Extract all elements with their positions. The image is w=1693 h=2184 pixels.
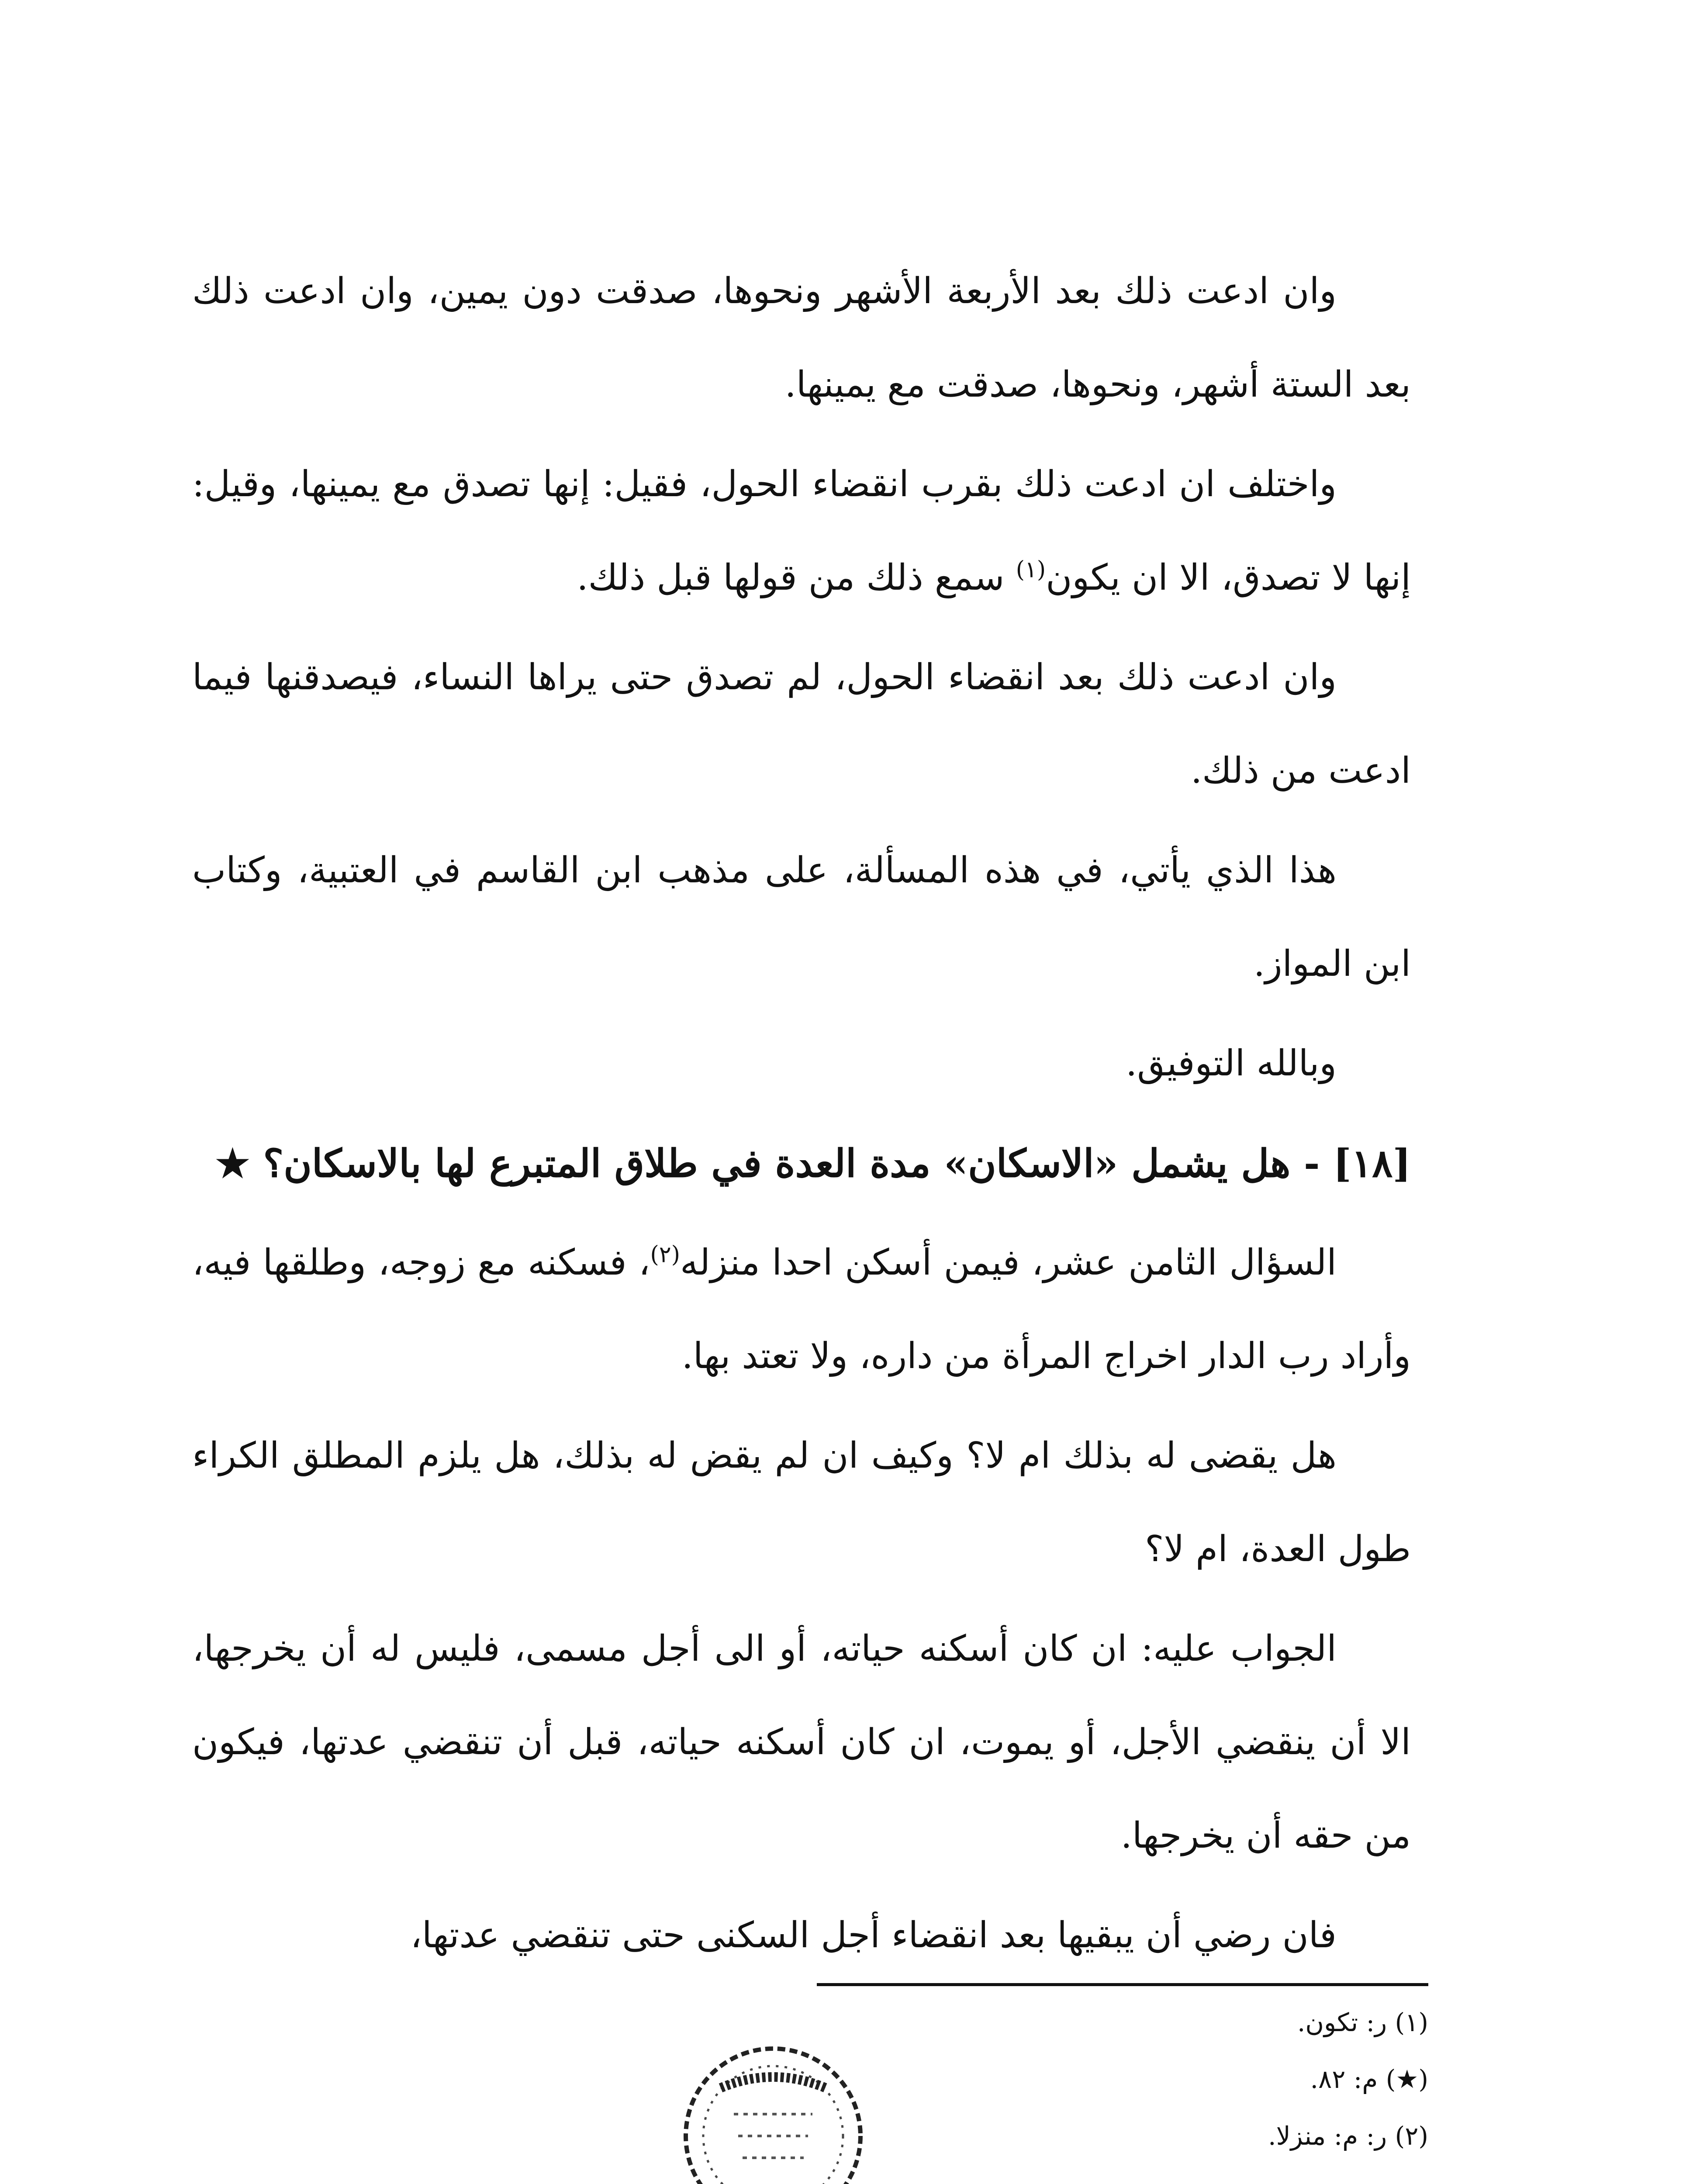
footnote-star: (★) م: ٨٢. [1310, 2064, 1428, 2094]
paragraph-6-part-1: السؤال الثامن عشر، فيمن أسكن احدا منزله [680, 1242, 1337, 1283]
section-title: - هل يشمل «الاسكان» مدة العدة في طلاق المتبرع لها بالاسكان؟ ★ [215, 1140, 1334, 1186]
paragraph-7: هل يقضى له بذلك ام لا؟ وكيف ان لم يقض له بذلك، هل يلزم المطلق الكراء طول العدة، ام لا؟ [192, 1435, 1411, 1570]
paragraph-8: الجواب عليه: ان كان أسكنه حياته، أو الى أجل مسمى، فليس له أن يخرجها، الا أن ينقضي الأجل، أو يموت، ان كان أسكنه حياته، قبل أن تنقضي عدتها، فيكون من حقه أن يخرجها. [192, 1628, 1411, 1856]
paragraph-3: وان ادعت ذلك بعد انقضاء الحول، لم تصدق حتى يراها النساء، فيصدقنها فيما ادعت من ذلك. [192, 657, 1411, 791]
main-text [192, 245, 1411, 1988]
paragraph-9: فان رضي أن يبقيها بعد انقضاء أجل السكنى حتى تنقضي عدتها، [410, 1914, 1337, 1956]
footnote-ref-1: (١) [1016, 556, 1046, 583]
paragraph-6-part-2: ، فسكنه مع زوجه، وطلقها فيه، وأراد رب الدار اخراج المرأة من داره، ولا تعتد بها. [192, 1242, 1411, 1377]
footnote-divider [817, 1983, 1428, 1986]
paragraph-2-part-2: سمع ذلك من قولها قبل ذلك. [577, 557, 1016, 598]
paragraph-2 [192, 438, 1411, 625]
paragraph-2-part-1: واختلف ان ادعت ذلك بقرب انقضاء الحول، فقيل: إنها تصدق مع يمينها، وقيل: إنها لا تصدق، الا ان يكون [192, 463, 1411, 598]
section-number: [١٨] [1333, 1140, 1411, 1186]
section-heading [192, 1116, 1411, 1210]
footnotes [817, 1996, 1428, 2167]
paragraph-6 [192, 1216, 1411, 1403]
paragraph-4: هذا الذي يأتي، في هذه المسألة، على مذهب ابن القاسم في العتبية، وكتاب ابن المواز. [192, 850, 1411, 985]
footnote-2: (٢) ر: م: منزلا. [1268, 2121, 1428, 2151]
paragraph-5: وبالله التوفيق. [1126, 1043, 1337, 1084]
footnote-ref-2: (٢) [650, 1241, 681, 1268]
footnote-1: (١) ر: تكون. [1297, 2008, 1428, 2037]
paragraph-1: وان ادعت ذلك بعد الأربعة الأشهر ونحوها، صدقت دون يمين، وان ادعت ذلك بعد الستة أشهر، ونحوها، صدقت مع يمينها. [192, 270, 1411, 405]
library-stamp-icon [646, 2027, 891, 2184]
